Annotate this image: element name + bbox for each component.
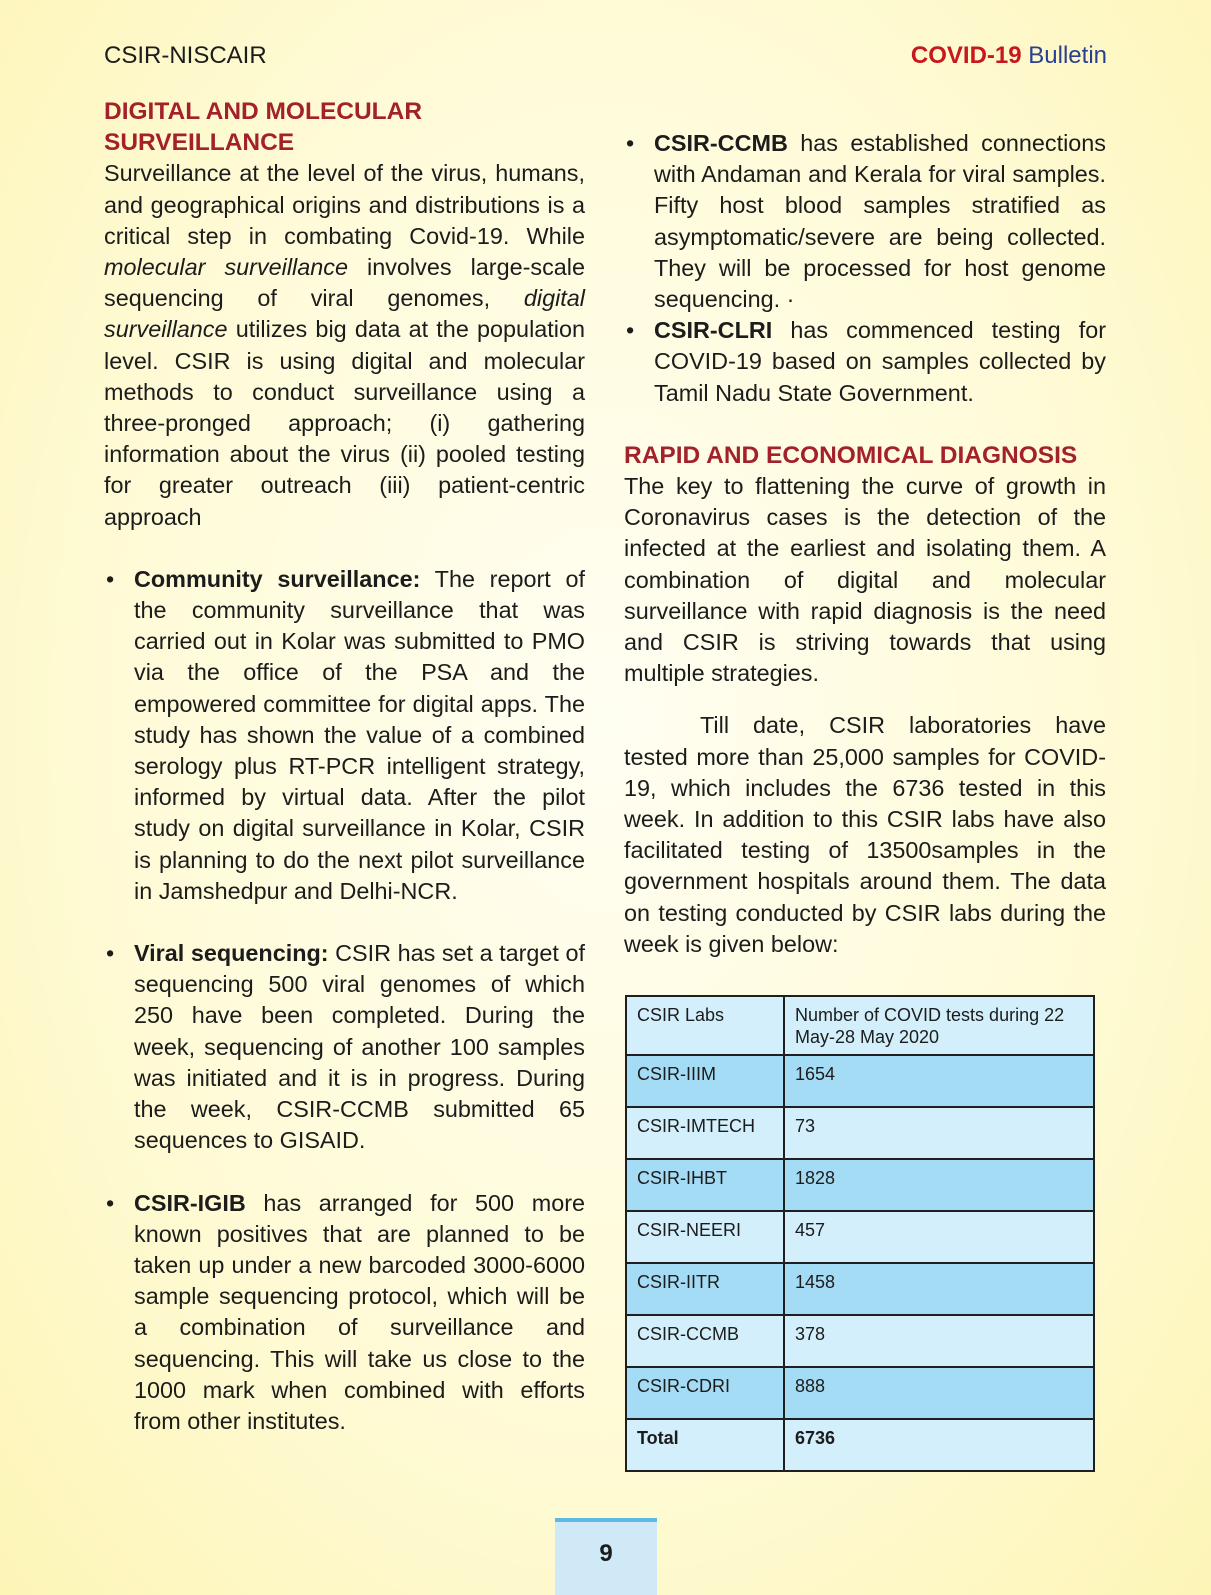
table-header-tests: Number of COVID tests during 22 May-28 May 2020	[784, 996, 1094, 1055]
lab-cell: CSIR-CCMB	[626, 1315, 784, 1367]
bulletin-word: Bulletin	[1028, 42, 1107, 69]
intro-paragraph	[104, 158, 585, 532]
lab-cell: CSIR-IIIM	[626, 1055, 784, 1107]
diagnosis-paragraph-1: The key to flattening the curve of growth in Coronavirus cases is the detection of the infected at the earliest and isolating them. A combination of digital and molecular surveillance with rapid diagnosis is the need and CSIR is striving towards that using multiple strategies.	[624, 473, 1106, 687]
tests-cell: 73	[784, 1107, 1094, 1159]
tests-cell: 1458	[784, 1263, 1094, 1315]
heading-line-2: SURVEILLANCE	[104, 129, 295, 157]
bullet-viral-sequencing	[104, 938, 585, 1156]
bullet-text: has established connections with Andaman and Kerala for viral samples. Fifty host blood samples stratified as asymptomatic/severe are being collected. They will be processed for host genome sequencing. ·	[654, 130, 1106, 313]
bullet-bold: CSIR-CLRI	[654, 317, 773, 344]
table-row	[626, 1367, 1094, 1419]
table-row	[626, 1055, 1094, 1107]
page-number: 9	[555, 1518, 657, 1595]
tests-cell: 1828	[784, 1159, 1094, 1211]
table-total-row	[626, 1419, 1094, 1471]
bullet-text: has arranged for 500 more known positives that are planned to be taken up under a new barcoded 3000-6000 sample sequencing protocol, which will be a combination of surveillance and sequencing. This will take us close to the 1000 mark when combined with efforts from other institutes.	[134, 1189, 585, 1434]
header-bulletin-title	[911, 42, 1107, 70]
tests-cell: 888	[784, 1367, 1094, 1419]
total-value: 6736	[784, 1419, 1094, 1471]
lab-cell: CSIR-IITR	[626, 1263, 784, 1315]
lab-cell: CSIR-IHBT	[626, 1159, 784, 1211]
bullet-csir-igib	[104, 1188, 585, 1438]
bulletin-accent: COVID-19	[910, 42, 1022, 69]
bullet-community-surveillance	[104, 564, 585, 907]
heading-line-1: DIGITAL AND MOLECULAR	[104, 98, 423, 125]
right-column	[624, 128, 1106, 960]
right-bullet-list	[624, 128, 1106, 409]
lab-cell: CSIR-NEERI	[626, 1211, 784, 1263]
tests-cell: 378	[784, 1315, 1094, 1367]
table-row	[626, 1315, 1094, 1367]
table-row	[626, 1107, 1094, 1159]
intro-text-1: Surveillance at the level of the virus, humans, and geographical origins and distributions is a critical step in combating Covid-19. While	[104, 160, 585, 249]
tests-cell: 457	[784, 1211, 1094, 1263]
table-header-labs: CSIR Labs	[626, 996, 784, 1055]
intro-em-digital: digital surveillance	[104, 285, 585, 343]
lab-cell: CSIR-IMTECH	[626, 1107, 784, 1159]
section-heading-surveillance	[104, 96, 585, 158]
bullet-bold: Viral sequencing:	[134, 940, 329, 967]
lab-cell: CSIR-CDRI	[626, 1367, 784, 1419]
bullet-bold: CSIR-IGIB	[134, 1189, 246, 1216]
intro-text-3: utilizes big data at the population level. CSIR is using digital and molecular methods to conduct surveillance using a three-pronged approach; (i) gathering information about the virus (ii) pooled testing for greater outreach (iii) patient-centric approach	[104, 316, 585, 530]
intro-text-2: involves large-scale sequencing of viral genomes,	[104, 254, 585, 312]
header-org: CSIR-NISCAIR	[104, 42, 267, 69]
table-row	[626, 1159, 1094, 1211]
left-bullet-list	[104, 564, 585, 1437]
bullet-bold: CSIR-CCMB	[654, 130, 788, 156]
bullet-text: CSIR has set a target of sequencing 500 viral genomes of which 250 have been completed. During the week, sequencing of another 100 samples was initiated and it is in progress. During the week, CSIR-CCMB submitted 65 sequences to GISAID.	[134, 940, 585, 1154]
bullet-text: The report of the community surveillance that was carried out in Kolar was submitted to PMO via the office of the PSA and the empowered committee for digital apps. The study has shown the value of a combined serology plus RT-PCR intelligent strategy, informed by virtual data. After the pilot study on digital surveillance in Kolar, CSIR is planning to do the next pilot surveillance in Jamshedpur and Delhi-NCR.	[134, 565, 585, 904]
intro-em-molecular: molecular surveillance	[104, 254, 348, 281]
table-header-row	[626, 996, 1094, 1055]
left-column	[104, 96, 585, 1437]
total-label: Total	[626, 1419, 784, 1471]
table-row	[626, 1263, 1094, 1315]
section-heading-diagnosis: RAPID AND ECONOMICAL DIAGNOSIS	[624, 441, 1078, 469]
tests-cell: 1654	[784, 1055, 1094, 1107]
bullet-text: has commenced testing for COVID-19 based on samples collected by Tamil Nadu State Government.	[654, 317, 1106, 406]
table-row	[626, 1211, 1094, 1263]
bullet-bold: Community surveillance:	[134, 565, 421, 592]
bullet-csir-ccmb	[624, 128, 1106, 315]
covid-tests-table	[625, 995, 1095, 1472]
diagnosis-paragraph-2: Till date, CSIR laboratories have tested more than 25,000 samples for COVID-19, which includes the 6736 tested in this week. In addition to this CSIR labs have also facilitated testing of 13500samples in the government hospitals around them. The data on testing conducted by CSIR labs during the week is given below:	[624, 712, 1106, 957]
bullet-csir-clri	[624, 315, 1106, 409]
